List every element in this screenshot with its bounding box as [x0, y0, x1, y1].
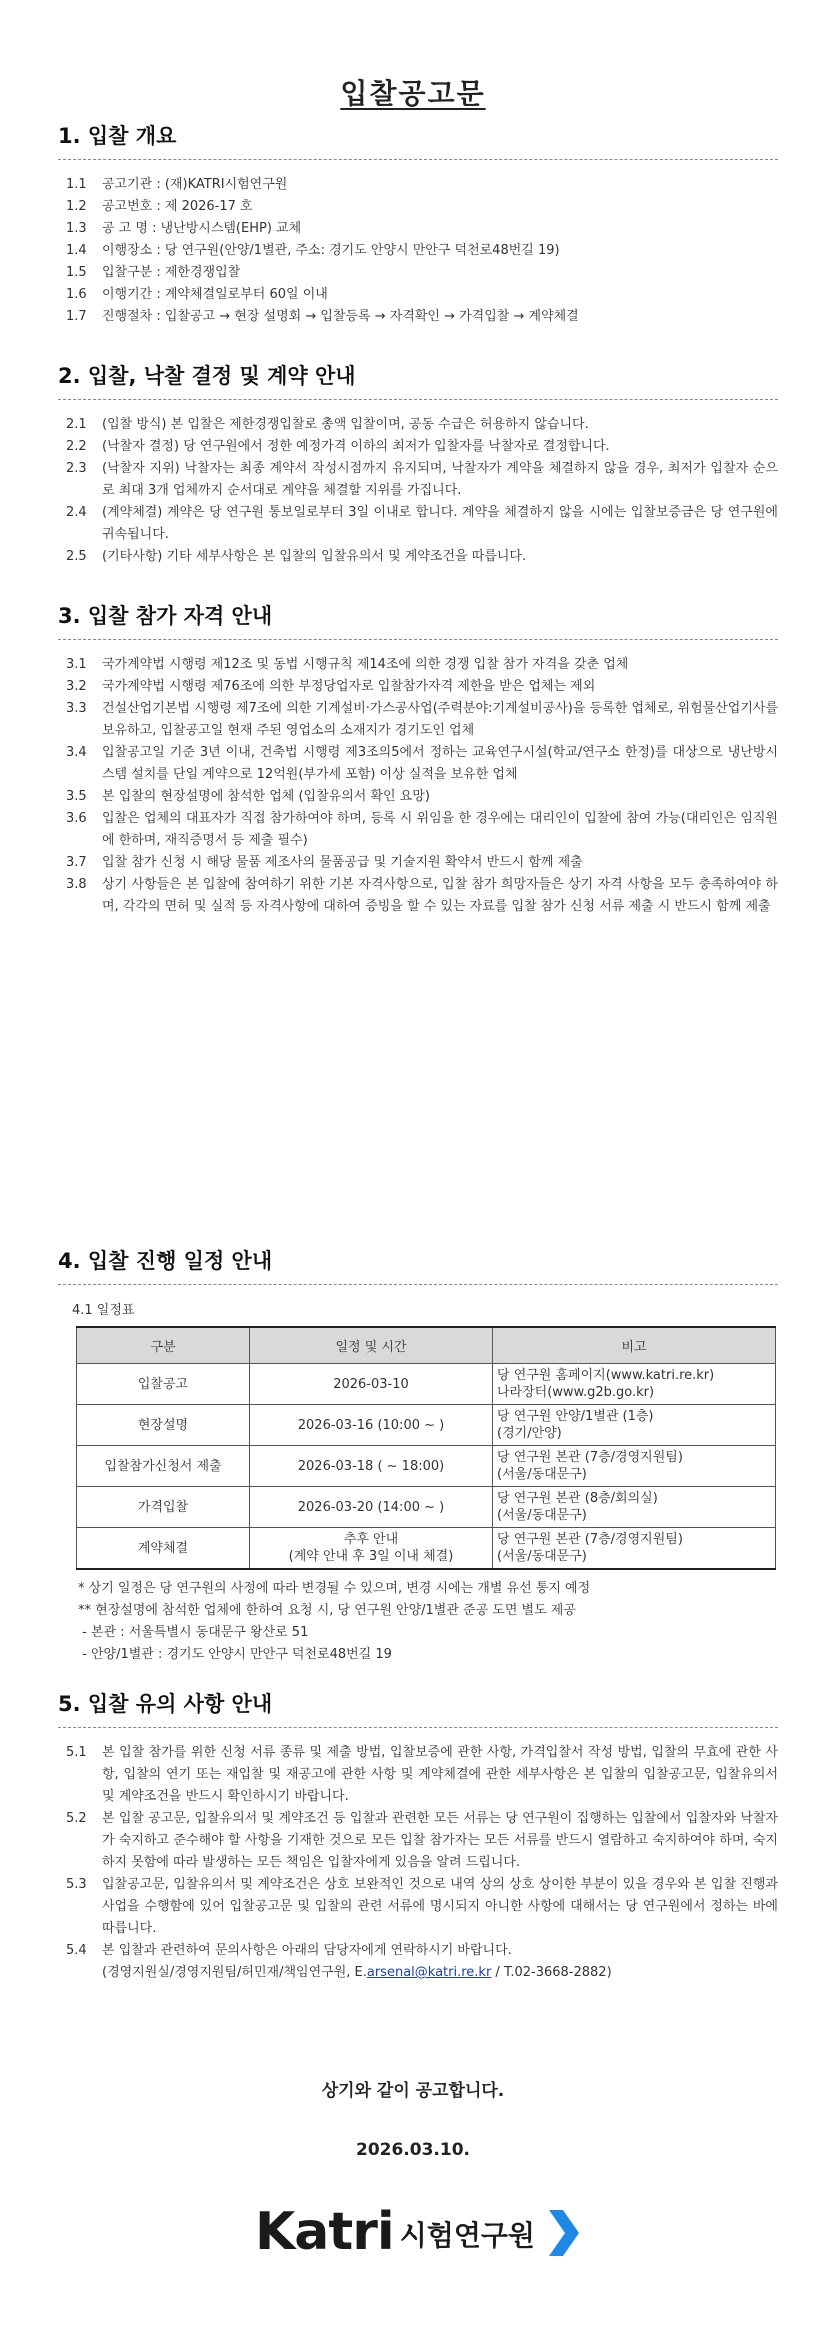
item-number: 2.5 [66, 549, 87, 564]
list-item [58, 240, 778, 262]
item-number: 3.3 [66, 701, 87, 716]
column-header: 구분 [77, 1327, 250, 1364]
contact-line [58, 1962, 778, 1984]
item-number: 3.2 [66, 679, 87, 694]
item-text: 본 입찰 참가를 위한 신청 서류 종류 및 제출 방법, 입찰보증에 관한 사항, 가격입찰서 작성 방법, 입찰의 무효에 관한 사항, 입찰의 연기 또는 재입찰 및 재공고에 관한 사항 및 계약체결에 관한 세부사항은 본 입찰의 입찰공고문, 입찰유의서 및 계약조건을 반드시 확인하시기 바랍니다. [102, 1745, 778, 1804]
note-line: 당 연구원 본관 (7층/경영지원팀) [497, 1532, 683, 1547]
note-line: (경기/안양) [497, 1426, 562, 1441]
item-number: 1.1 [66, 177, 87, 192]
cell-schedule [250, 1528, 493, 1570]
item-text: 이행기간 : 계약체결일로부터 60일 이내 [102, 287, 328, 302]
item-number: 1.7 [66, 309, 87, 324]
table-row [77, 1405, 776, 1446]
item-number: 2.4 [66, 505, 87, 520]
item-number: 3.8 [66, 877, 87, 892]
list-item [58, 1808, 778, 1874]
section-heading: 1. 입찰 개요 [58, 120, 778, 160]
list-item [58, 414, 778, 436]
item-text: 입찰공고문, 입찰유의서 및 계약조건은 상호 보완적인 것으로 내역 상의 상호 상이한 부분이 있을 경우와 본 입찰 진행과 사업을 수행함에 있어 입찰공고문 및 입찰의 관련 서류에 명시되지 아니한 사항에 대해서는 당 연구원에서 정하는 바에 따릅니다. [102, 1877, 778, 1936]
note-line: (서울/동대문구) [497, 1549, 587, 1564]
item-text: (기타사항) 기타 세부사항은 본 입찰의 입찰유의서 및 계약조건을 따릅니다. [102, 549, 527, 564]
list-item [58, 306, 778, 328]
note-line: 당 연구원 본관 (7층/경영지원팀) [497, 1450, 683, 1465]
schedule-footnote: - 안양/1별관 : 경기도 안양시 만안구 덕천로48번길 19 [78, 1647, 392, 1662]
note-line: 나라장터(www.g2b.go.kr) [497, 1385, 655, 1400]
cell-note [493, 1446, 776, 1487]
list-item [58, 786, 778, 808]
schedule-line: 2026-03-10 [333, 1376, 409, 1392]
list-item [58, 436, 778, 458]
list-item [58, 698, 778, 742]
schedule-footnote: ** 현장설명에 참석한 업체에 한하여 요청 시, 당 연구원 안양/1별관 준공 도면 별도 제공 [78, 1603, 576, 1618]
item-number: 5.1 [66, 1745, 87, 1760]
column-header: 비고 [493, 1327, 776, 1364]
item-number: 1.6 [66, 287, 87, 302]
note-line: (서울/동대문구) [497, 1467, 587, 1482]
list-item [58, 196, 778, 218]
item-text: 진행절차 : 입찰공고 → 현장 설명회 → 입찰등록 → 자격확인 → 가격입찰 → 계약체결 [102, 309, 579, 324]
item-text: (낙찰자 결정) 당 연구원에서 정한 예정가격 이하의 최저가 입찰자를 낙찰자로 결정합니다. [102, 439, 610, 454]
list-item [58, 742, 778, 786]
note-line: 당 연구원 홈페이지(www.katri.re.kr) [497, 1368, 715, 1383]
item-text: 공 고 명 : 냉난방시스템(EHP) 교체 [102, 221, 302, 236]
note-line: (서울/동대문구) [497, 1508, 587, 1523]
list-item [58, 458, 778, 502]
list-item [58, 546, 778, 568]
item-number: 1.3 [66, 221, 87, 236]
schedule-line: (계약 안내 후 3일 이내 체결) [288, 1549, 454, 1564]
item-text: (낙찰자 지위) 낙찰자는 최종 계약서 작성시점까지 유지되며, 낙찰자가 계약을 체결하지 않을 경우, 최저가 입찰자 순으로 최대 3개 업체까지 순서대로 계약을 체결할 지위를 가집니다. [102, 461, 778, 498]
column-header: 일정 및 시간 [250, 1327, 493, 1364]
cell-schedule [250, 1487, 493, 1528]
item-text: (입찰 방식) 본 입찰은 제한경쟁입찰로 총액 입찰이며, 공동 수급은 허용하지 않습니다. [102, 417, 589, 432]
item-text: 본 입찰 공고문, 입찰유의서 및 계약조건 등 입찰과 관련한 모든 서류는 당 연구원이 집행하는 입찰에서 입찰자와 낙찰자가 숙지하고 준수해야 할 사항을 기재한 것으로 모든 입찰 참가자는 모든 서류를 반드시 열람하고 숙지하여야 하며, 숙지하지 못함에 따라 발생하는 모든 책임은 입찰자에게 있음을 알려 드립니다. [102, 1811, 778, 1870]
list-item [58, 676, 778, 698]
chevron-right-icon [545, 2210, 579, 2256]
cell-note [493, 1487, 776, 1528]
cell-schedule [250, 1446, 493, 1487]
contact-suffix: / T.02-3668-2882) [491, 1965, 612, 1980]
item-number: 1.5 [66, 265, 87, 280]
section-heading: 2. 입찰, 낙찰 결정 및 계약 안내 [58, 360, 778, 400]
list-item [58, 174, 778, 196]
schedule-line: 추후 안내 [343, 1532, 399, 1547]
cell-type: 가격입찰 [77, 1487, 250, 1528]
schedule-table [76, 1326, 776, 1570]
item-number: 3.5 [66, 789, 87, 804]
item-text: 입찰구분 : 제한경쟁입찰 [102, 265, 241, 280]
item-number: 2.2 [66, 439, 87, 454]
logo-korean-text: 시험연구원 [399, 2219, 535, 2252]
table-row [77, 1364, 776, 1405]
notice-date: 2026.03.10. [355, 2140, 470, 2160]
table-header-row [77, 1327, 776, 1364]
section-qualification [58, 600, 778, 918]
item-text: 이행장소 : 당 연구원(안양/1별관, 주소: 경기도 안양시 만안구 덕천로48번길 19) [102, 243, 560, 258]
table-row [77, 1446, 776, 1487]
katri-logo [255, 2202, 579, 2262]
section-precautions [58, 1688, 778, 1984]
list-item [58, 852, 778, 874]
list-item [58, 262, 778, 284]
item-text: 공고기관 : (재)KATRI시험연구원 [102, 177, 288, 192]
section-heading: 5. 입찰 유의 사항 안내 [58, 1688, 778, 1728]
logo-wordmark: Katri [255, 2202, 394, 2262]
cell-schedule [250, 1364, 493, 1405]
item-text: 입찰 참가 신청 시 해당 물품 제조사의 물품공급 및 기술지원 확약서 반드시 함께 제출 [102, 855, 583, 870]
item-text: 국가계약법 시행령 제76조에 의한 부정당업자로 입찰참가자격 제한을 받은 업체는 제외 [102, 679, 596, 694]
item-number: 5.2 [66, 1811, 87, 1826]
cell-schedule [250, 1405, 493, 1446]
cell-type: 입찰공고 [77, 1364, 250, 1405]
list-item [58, 284, 778, 306]
item-text: 본 입찰과 관련하여 문의사항은 아래의 담당자에게 연락하시기 바랍니다. [102, 1943, 512, 1958]
item-text: 상기 사항들은 본 입찰에 참여하기 위한 기본 자격사항으로, 입찰 참가 희망자들은 상기 자격 사항을 모두 충족하여야 하며, 각각의 면허 및 실적 등 자격사항에 대하여 증빙을 할 수 있는 자료를 입찰 참가 신청 서류 제출 시 반드시 함께 제출 [102, 877, 778, 914]
table-row [77, 1487, 776, 1528]
item-number: 3.1 [66, 657, 87, 672]
item-number: 2.3 [66, 461, 87, 476]
item-text: 건설산업기본법 시행령 제7조에 의한 기계설비·가스공사업(주력분야:기계설비공사)을 등록한 업체로, 위험물산업기사를 보유하고, 입찰공고일 현재 주된 영업소의 소재지가 경기도인 업체 [102, 701, 778, 738]
item-text: 입찰은 업체의 대표자가 직접 참가하여야 하며, 등록 시 위임을 한 경우에는 대리인이 입찰에 참여 가능(대리인은 임직원에 한하며, 재직증명서 등 제출 필수) [102, 811, 778, 848]
section-award [58, 360, 778, 568]
contact-prefix: (경영지원실/경영지원팀/허민재/책임연구원, E. [102, 1965, 367, 1980]
schedule-line: 2026-03-20 (14:00 ~ ) [297, 1499, 445, 1515]
item-text: (계약체결) 계약은 당 연구원 통보일로부터 3일 이내로 합니다. 계약을 체결하지 않을 시에는 입찰보증금은 당 연구원에 귀속됩니다. [102, 505, 778, 542]
cell-note [493, 1364, 776, 1405]
item-number: 5.4 [66, 1943, 87, 1958]
schedule-footnote: - 본관 : 서울특별시 동대문구 왕산로 51 [78, 1625, 309, 1640]
item-number: 1.4 [66, 243, 87, 258]
item-text: 본 입찰의 현장설명에 참석한 업체 (입찰유의서 확인 요망) [102, 789, 430, 804]
section-schedule [58, 1245, 778, 1666]
closing-statement: 상기와 같이 공고합니다. [321, 2081, 505, 2101]
item-number: 1.2 [66, 199, 87, 214]
item-number: 2.1 [66, 417, 87, 432]
cell-note [493, 1405, 776, 1446]
cell-type: 계약체결 [77, 1528, 250, 1570]
list-item [58, 1742, 778, 1808]
schedule-footnote: * 상기 일정은 당 연구원의 사정에 따라 변경될 수 있으며, 변경 시에는 개별 유선 통지 예정 [78, 1581, 591, 1596]
section-overview [58, 120, 778, 328]
note-line: 당 연구원 본관 (8층/회의실) [497, 1491, 658, 1506]
cell-type: 현장설명 [77, 1405, 250, 1446]
schedule-line: 2026-03-16 (10:00 ~ ) [297, 1417, 445, 1433]
list-item [58, 654, 778, 676]
section-heading: 3. 입찰 참가 자격 안내 [58, 600, 778, 640]
item-number: 3.7 [66, 855, 87, 870]
item-number: 3.4 [66, 745, 87, 760]
section-heading: 4. 입찰 진행 일정 안내 [58, 1245, 778, 1285]
list-item [58, 808, 778, 852]
item-number: 3.6 [66, 811, 87, 826]
schedule-line: 2026-03-18 ( ~ 18:00) [297, 1458, 445, 1474]
item-number: 5.3 [66, 1877, 87, 1892]
schedule-label: 4.1 일정표 [72, 1303, 135, 1318]
list-item [58, 1940, 778, 1962]
list-item [58, 1874, 778, 1940]
list-item [58, 874, 778, 918]
item-text: 국가계약법 시행령 제12조 및 동법 시행규칙 제14조에 의한 경쟁 입찰 참가 자격을 갖춘 업체 [102, 657, 629, 672]
list-item [58, 502, 778, 546]
item-text: 입찰공고일 기준 3년 이내, 건축법 시행령 제3조의5에서 정하는 교육연구시설(학교/연구소 한정)를 대상으로 냉난방시스템 설치를 단일 계약으로 12억원(부가세 포함) 이상 실적을 보유한 업체 [102, 745, 778, 782]
cell-note [493, 1528, 776, 1570]
item-text: 공고번호 : 제 2026-17 호 [102, 199, 253, 214]
note-line: 당 연구원 안양/1별관 (1층) [497, 1409, 654, 1424]
table-row [77, 1528, 776, 1570]
document-title: 입찰공고문 [340, 77, 486, 110]
list-item [58, 218, 778, 240]
cell-type: 입찰참가신청서 제출 [77, 1446, 250, 1487]
contact-email-link[interactable]: arsenal@katri.re.kr [366, 1965, 492, 1980]
